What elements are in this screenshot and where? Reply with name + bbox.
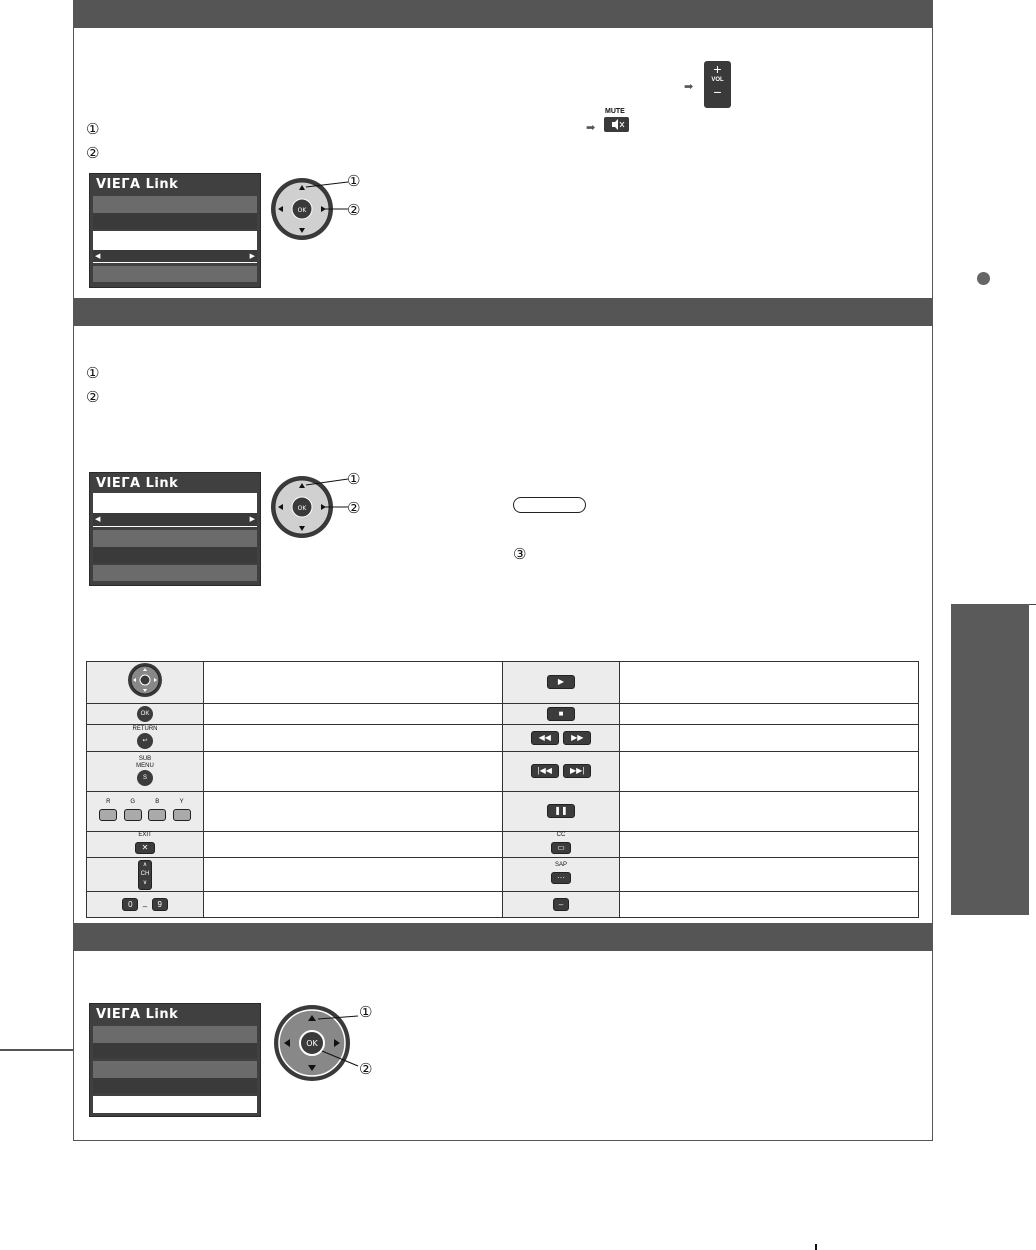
svg-text:OK: OK [297, 207, 307, 214]
menu-row[interactable] [93, 213, 257, 229]
ch-down-icon: ∨ [142, 879, 148, 886]
table-cell-description [204, 892, 503, 918]
table-cell-description [204, 858, 503, 892]
side-index-tab [951, 604, 1029, 915]
pad-callout-1: ① [347, 470, 361, 488]
rounded-key-outline [513, 497, 586, 513]
menu-row[interactable] [93, 565, 257, 581]
vol-minus: − [713, 84, 722, 100]
ch-up-icon: ∧ [142, 861, 148, 868]
table-cell-icon [503, 725, 620, 752]
play-icon: ▶ [547, 675, 575, 689]
table-cell-description [204, 792, 503, 832]
table-cell-icon [503, 704, 620, 725]
table-cell-description [620, 832, 919, 858]
left-arrow-icon: ◀ [95, 516, 101, 523]
table-row [87, 725, 919, 752]
channel-key-icon [138, 860, 152, 890]
menu-row-highlight[interactable] [93, 1096, 257, 1113]
pad-callout-1: ① [359, 1003, 373, 1021]
bullet-icon [977, 272, 990, 285]
step-number-1: ① [86, 364, 100, 382]
table-row [87, 792, 919, 832]
step-number-1: ① [86, 120, 100, 138]
skip-forward-icon: ▶▶| [563, 764, 591, 778]
return-icon: ↩ [137, 733, 153, 749]
dash-key-icon: – [553, 898, 569, 911]
exit-label: EXIT [138, 832, 152, 838]
table-row [87, 752, 919, 792]
table-cell-icon [87, 662, 204, 704]
viera-link-menu-3 [89, 1003, 261, 1117]
pad-callout-2: ② [347, 499, 361, 517]
svg-text:OK: OK [297, 505, 307, 512]
right-arrow-icon: ▶ [249, 516, 255, 523]
menu-row[interactable] [93, 266, 257, 282]
table-row [87, 704, 919, 725]
menu-label: MENU [136, 762, 154, 769]
pad-callout-2: ② [347, 201, 361, 219]
red-key-label: R [106, 799, 111, 805]
table-row [87, 662, 919, 704]
step-number-2: ② [86, 144, 100, 162]
section-header-bar-1 [74, 0, 932, 28]
table-cell-description [204, 662, 503, 704]
step-number-2: ② [86, 388, 100, 406]
margin-rule [0, 1049, 73, 1051]
menu-row[interactable] [93, 1078, 257, 1093]
cursor-pad-icon [272, 1003, 392, 1083]
table-cell-icon [87, 725, 204, 752]
viera-link-logo: VIEГA Link [96, 177, 179, 192]
red-key-icon [99, 799, 117, 824]
menu-row-highlight[interactable] [93, 493, 257, 512]
menu-row[interactable] [93, 1026, 257, 1043]
rewind-icon: ◀◀ [531, 731, 559, 745]
return-label: RETURN [132, 725, 158, 732]
table-cell-icon [87, 752, 204, 792]
mute-icon [604, 117, 629, 132]
menu-row[interactable] [93, 530, 257, 547]
section-header-bar-2 [74, 298, 932, 326]
arrow-icon: ➡ [586, 122, 596, 134]
stop-icon: ■ [547, 707, 575, 721]
skip-back-icon: |◀◀ [531, 764, 559, 778]
range-dash: – [142, 901, 148, 911]
yellow-key-label: Y [179, 799, 184, 805]
ok-button-icon: OK [137, 706, 153, 722]
viera-link-logo: VIEГA Link [96, 1007, 179, 1022]
sub-label: SUB [138, 755, 152, 762]
color-key [148, 809, 166, 821]
table-cell-description [620, 792, 919, 832]
side-tab-tick [1029, 604, 1036, 605]
color-key [124, 809, 142, 821]
cc-icon: ▭ [551, 842, 571, 854]
yellow-key-icon [173, 799, 191, 824]
section-header-bar-3 [74, 923, 932, 951]
table-cell-icon [503, 832, 620, 858]
button-reference-table [86, 661, 919, 918]
vol-plus: + [713, 61, 722, 77]
color-key [99, 809, 117, 821]
vol-key-icon [704, 61, 731, 108]
table-row [87, 892, 919, 918]
table-cell-description [204, 725, 503, 752]
vol-label: VOL [711, 77, 724, 83]
table-cell-icon [503, 752, 620, 792]
table-cell-description [204, 704, 503, 725]
table-cell-icon [87, 704, 204, 725]
table-cell-description [620, 752, 919, 792]
blue-key-label: B [155, 799, 160, 805]
table-cell-icon [87, 832, 204, 858]
pad-callout-1: ① [347, 172, 361, 190]
table-cell-icon [87, 792, 204, 832]
table-cell-icon [87, 858, 204, 892]
cursor-pad-icon [126, 662, 164, 698]
viera-link-menu-1 [89, 173, 261, 288]
table-row [87, 858, 919, 892]
table-cell-icon [503, 858, 620, 892]
cursor-pad-icon [270, 176, 390, 242]
digit-0-key: 0 [122, 898, 138, 911]
pad-callout-2: ② [359, 1060, 373, 1078]
menu-row[interactable] [93, 196, 257, 213]
page-mark [815, 1244, 817, 1250]
table-cell-icon [87, 892, 204, 918]
cursor-pad-icon [270, 474, 390, 540]
blue-key-icon [148, 799, 166, 824]
pause-icon: ❚❚ [547, 804, 575, 818]
table-row [87, 832, 919, 858]
right-arrow-icon: ▶ [249, 253, 255, 260]
menu-row[interactable] [93, 1043, 257, 1058]
menu-row[interactable] [93, 1061, 257, 1078]
viera-link-menu-2 [89, 472, 261, 586]
green-key-label: G [130, 799, 136, 805]
table-cell-icon [503, 792, 620, 832]
table-cell-description [620, 662, 919, 704]
left-arrow-icon: ◀ [95, 253, 101, 260]
arrow-icon: ➡ [684, 81, 694, 93]
green-key-icon [124, 799, 142, 824]
table-cell-description [620, 858, 919, 892]
table-cell-description [204, 832, 503, 858]
fast-forward-icon: ▶▶ [563, 731, 591, 745]
table-cell-description [620, 725, 919, 752]
menu-row[interactable] [93, 547, 257, 563]
sap-label: SAP [554, 862, 567, 868]
table-cell-description [620, 704, 919, 725]
menu-row-selector[interactable] [93, 249, 257, 263]
table-cell-description [204, 752, 503, 792]
cc-label: CC [556, 832, 566, 838]
table-cell-icon [503, 892, 620, 918]
sub-menu-icon: S [137, 770, 153, 786]
viera-link-logo: VIEГA Link [96, 476, 179, 491]
sap-icon: ··· [551, 872, 571, 884]
menu-row-highlight[interactable] [93, 231, 257, 249]
step-number-3: ③ [513, 545, 527, 563]
table-cell-icon [503, 662, 620, 704]
ch-label: CH [140, 870, 150, 877]
svg-text:OK: OK [306, 1039, 318, 1048]
table-cell-description [620, 892, 919, 918]
menu-row-selector[interactable] [93, 512, 257, 527]
color-key [173, 809, 191, 821]
exit-icon: ✕ [135, 842, 155, 854]
mute-label: MUTE [605, 108, 625, 115]
digit-9-key: 9 [152, 898, 168, 911]
